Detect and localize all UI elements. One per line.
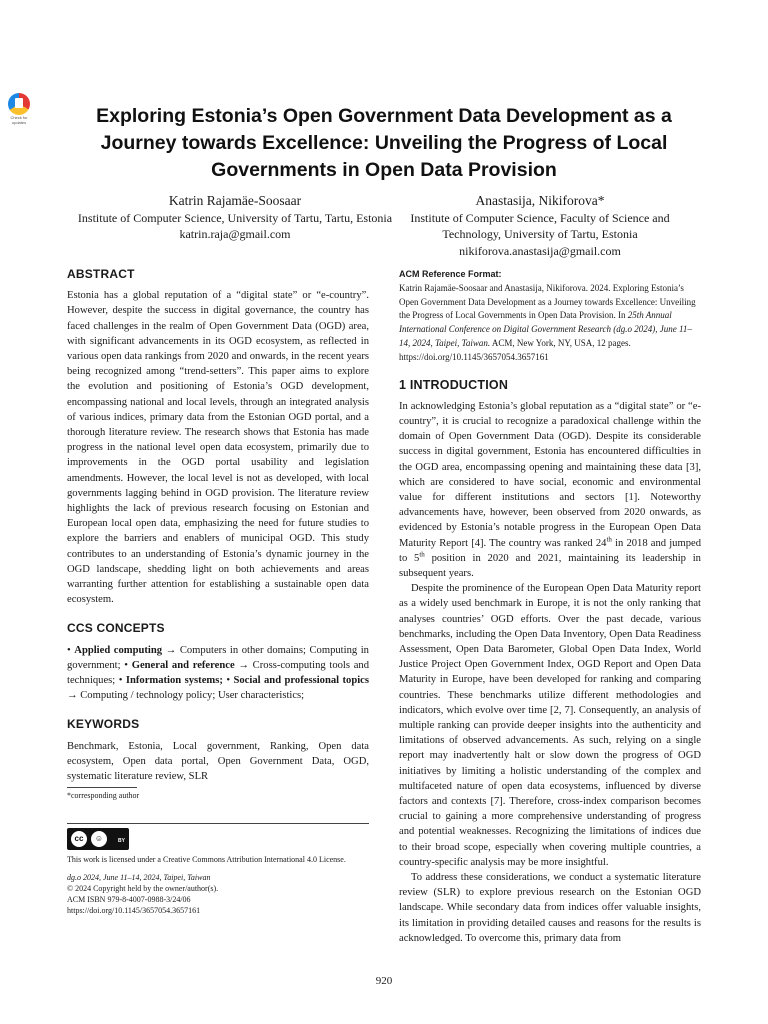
cc-by-license-icon[interactable] [67, 828, 129, 850]
ccs-term-rest: → Computers in other domains; Computing in government; [67, 644, 369, 671]
ccs-heading: CCS CONCEPTS [67, 621, 165, 636]
license-statement: This work is licensed under a Creative Commons Attribution International 4.0 License. [67, 855, 346, 864]
ccs-term: Applied computing [74, 644, 163, 656]
page-number: 920 [375, 975, 393, 987]
license-block [67, 823, 369, 916]
ccs-term: Information systems; [125, 675, 223, 687]
by-label: BY [118, 837, 125, 844]
right-column [399, 268, 701, 946]
author-block-2 [392, 193, 688, 259]
author-email: nikiforova.anastasija@gmail.com [459, 243, 621, 258]
by-person-icon: ☺ [91, 831, 107, 847]
badge-label: Check for updates [10, 115, 28, 125]
keywords-heading: KEYWORDS [67, 717, 140, 732]
license-copyright: © 2024 Copyright held by the owner/author(s). [67, 884, 219, 893]
footnote-rule [67, 787, 137, 788]
intro-paragraph-2: Despite the prominence of the European Open Data Maturity report as a widely used benchmark in Europe, it is not the only ranking that analyses countries’ OGD efforts. Over the past decade, various benchmarks, including the Open Data Inventory, Open Data Readiness Assessment, Open Data Barometer, Global Open Data Index, World Justice Project Open Government Index, OGD Report and Open Data Maturity in Europe, have been developed for ranking and comparing countries. These benchmarks utilize different methodologies and indicators, which evolve over time [2, 7]. Consequently, an analysis of multiple ranking can provide deeper insights into the authenticity and limitations of observed advancements. As such, relying on a single report may inadvertently halt or slow down the progress of OGD initiatives by limiting a holistic understanding of the complex and multifaceted nature of open data ecosystems, influenced by diverse factors and contexts [7]. Therefore, cross-index comparison becomes crucial to gaining a more comprehensive understanding of progress and potential weaknesses. Recognizing the limitations of indices due to their broad scope, especially when covering multiple countries, a country-specific analysis may be more insightful. [399, 583, 701, 868]
keywords-text: Benchmark, Estonia, Local government, Ranking, Open data ecosystem, Open data portal, Open Government Data, OGD, systematic literature review, SLR [67, 740, 369, 783]
acm-reference-label: ACM Reference Format: [399, 269, 502, 279]
ccs-term: Social and professional topics [233, 675, 369, 687]
ccs-term-rest: → Computing / technology policy; User characteristics; [67, 690, 305, 702]
ccs-term: General and reference [131, 659, 235, 671]
author-affiliation: Institute of Computer Science, University of Tartu, Tartu, Estonia [77, 210, 393, 225]
license-doi-link[interactable]: https://doi.org/10.1145/3657054.3657161 [67, 906, 201, 915]
check-for-updates-icon [8, 93, 30, 115]
acm-reference-venue: 25th Annual International Conference on Digital Government Research (dg.o 2024), June 11–14, 2024, Taipei, Taiwan. [399, 310, 692, 348]
footnote-block [67, 787, 369, 801]
license-rule [67, 823, 369, 824]
license-isbn: ACM ISBN 979-8-4007-0988-3/24/06 [67, 895, 191, 904]
ccs-concepts: • Applied computing → Computers in other domains; Computing in government; • General and reference → Cross-computing tools and techniques; • Information systems; • Social and professional topics → Computing / technology policy; User characteristics; [67, 644, 369, 702]
author-block-1 [74, 193, 396, 243]
check-for-updates-badge[interactable] [5, 93, 33, 125]
paper-title: Exploring Estonia’s Open Government Data Development as a Journey towards Excellence: Unveiling the Progress of Local Governments in Open Data Provision [96, 105, 672, 181]
abstract-text: Estonia has a global reputation of a “digital state” or “e-country”. However, despite the success in digital governance, the country has faced challenges in the realm of Open Government Data (OGD) area, with significant advancements in its OGD ecosystem, as reflected in various open data rankings from 2020 and onwards, in the recent years being recognized among “trend-setters”. This paper aims to explore the evolution and positioning of Estonia’s OGD development, encompassing national and local levels, through an integrated analysis of various indices, primary data from the Estonian OGD portal, and a thorough literature review. The research shows that Estonia has made progress in the national level open data ecosystem, primarily due to improvements in the OGD portal usability and legislation amendments. However, the local level is not as developed, with local governments lagging behind in OGD provision. The literature review highlights the lack of previous research focusing on Estonian and European local open data, emphasizing the need for future studies to explore the barriers and enablers of municipal OGD. This study contributes to an understanding of Estonia’s dynamic journey in the OGD landscape, shedding light on both achievements and areas warranting further attention for establishing a sustainable open data ecosystem. [67, 290, 369, 606]
intro-paragraph-3: To address these considerations, we conduct a systematic literature review (SLR) to explore previous research on the Estonian OGD landscape. While secondary data from indices offer valuable insights, its limitation in providing detailed causes and reasons for the results is acknowledged. To overcome this, primary data from [399, 872, 701, 944]
left-column [67, 267, 369, 784]
acm-reference-text-end: ACM, New York, NY, USA, 12 pages. https://doi.org/10.1145/3657054.3657161 [399, 337, 631, 362]
superscript: th [606, 535, 612, 544]
acm-reference [399, 268, 701, 365]
intro-p1-text: in 2018 and jumped to 5 [399, 537, 702, 564]
acm-reference-text: Katrin Rajamäe-Soosaar and Anastasija, Nikiforova. 2024. Exploring Estonia’s Open Government Data Development as a Journey towards Excellence: Unveiling the Progress of Local Governments in Open Data Provision. In [399, 282, 696, 321]
author-email: katrin.raja@gmail.com [179, 227, 291, 241]
intro-p1-text: In acknowledging Estonia’s global reputation as a “digital state” or “e-country”, it is crucial to recognize a paradoxical challenge within the domain of Open Government Data (OGD). Despite its considerable success in digital government, Estonia has encountered difficulties in the OGD area, encompassing opening and maintaining these data [3], which are considered to have social, economic and environmental value for different institutions and sectors [1]. Noteworthy advancements have, however, been observed from 2020 onwards, as evidenced by Estonia’s notable progress in the European Open Data Maturity Report [4]. The country was ranked 24 [399, 400, 701, 549]
superscript: th [419, 550, 425, 559]
author-name: Anastasija, Nikiforova* [475, 193, 605, 208]
abstract-heading: ABSTRACT [67, 267, 135, 281]
ccs-term-rest: → Cross-computing tools and techniques; [67, 659, 369, 687]
introduction-heading: 1 INTRODUCTION [399, 377, 509, 392]
author-affiliation: Institute of Computer Science, Faculty of Science and Technology, University of Tartu, Estonia [410, 210, 670, 241]
intro-p1-text: position in 2020 and 2021, maintaining its leadership in subsequent years. [399, 552, 701, 580]
license-venue: dg.o 2024, June 11–14, 2024, Taipei, Taiwan [67, 873, 211, 882]
footnote-text: *corresponding author [67, 791, 140, 800]
cc-icon: cc [71, 831, 87, 847]
intro-paragraph-1 [399, 399, 701, 581]
author-name: Katrin Rajamäe-Soosaar [168, 193, 302, 208]
